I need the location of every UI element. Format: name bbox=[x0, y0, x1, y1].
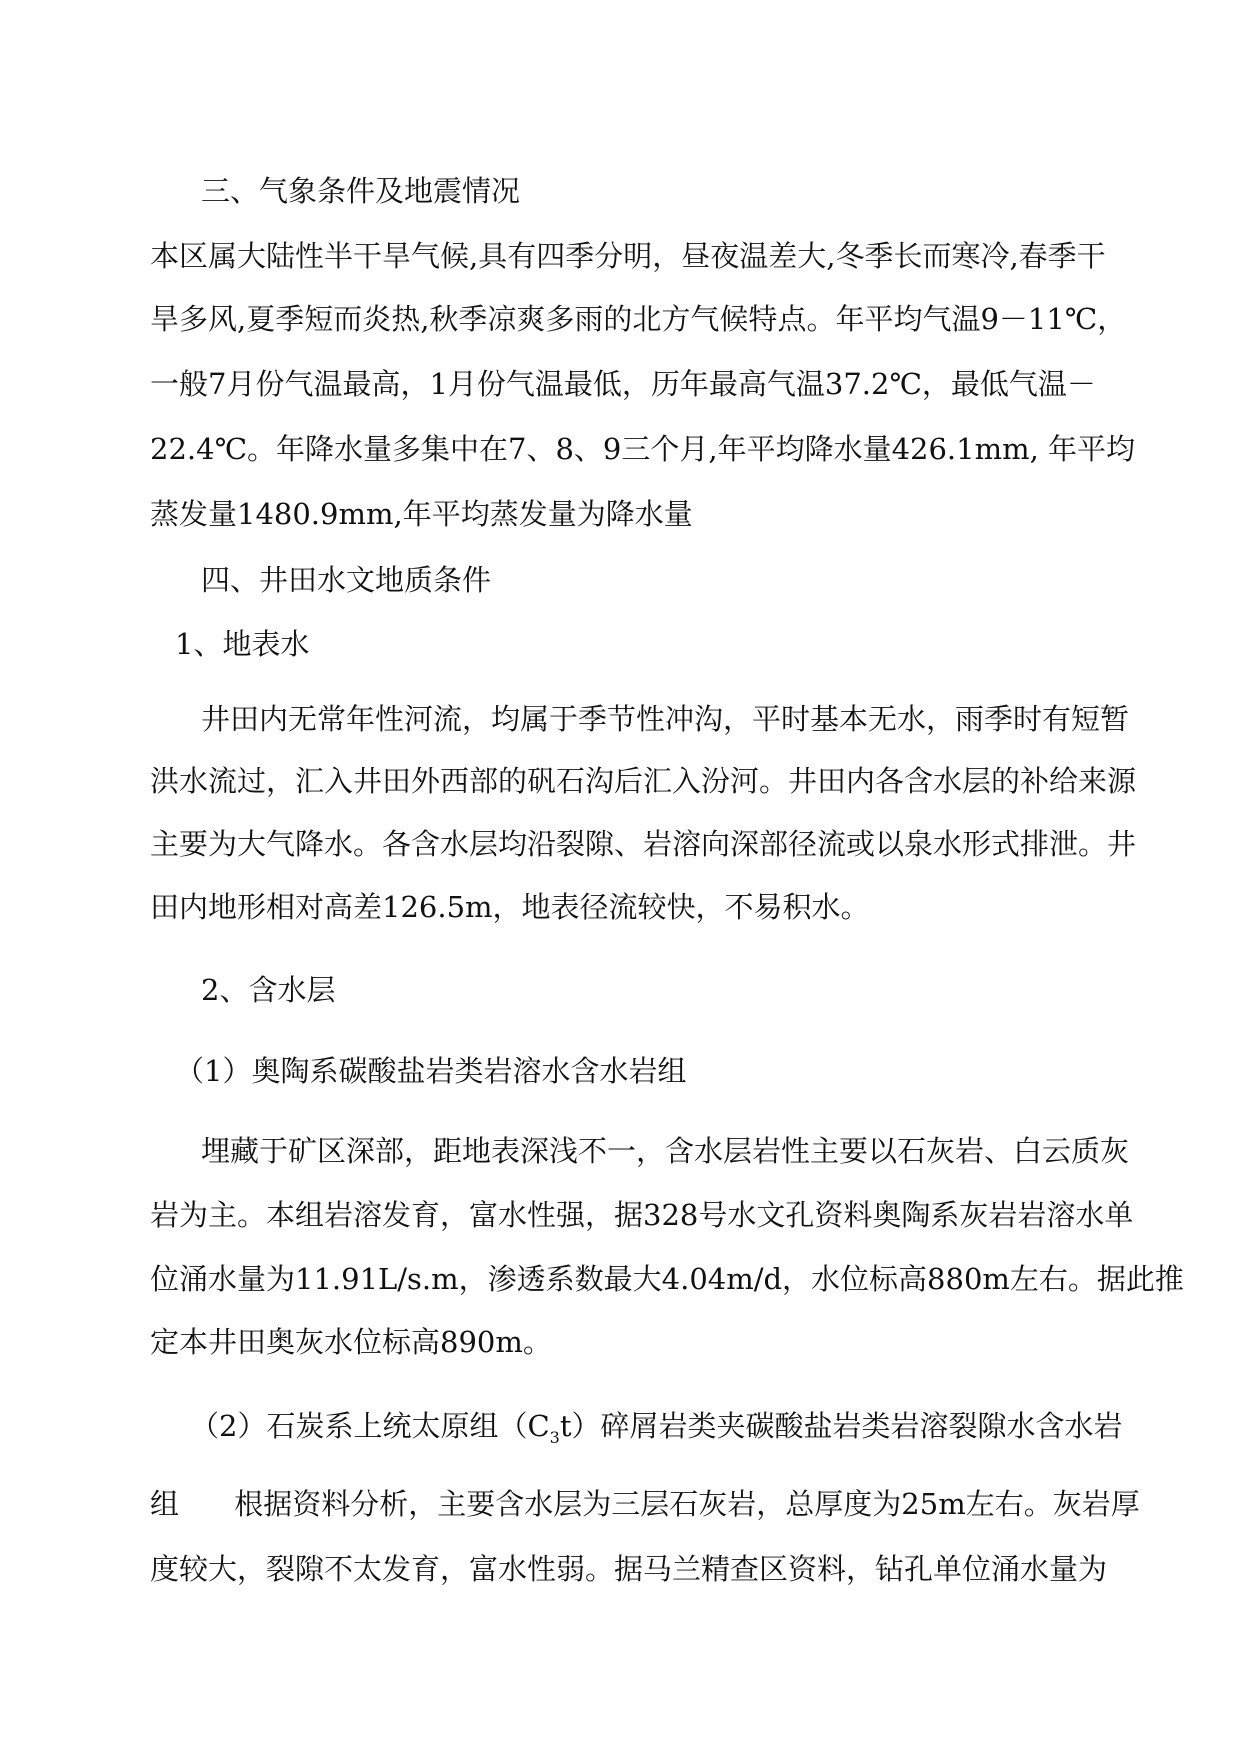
section-3-heading: 三、气象条件及地震情况 bbox=[201, 174, 521, 208]
surface-water-line-3: 主要为大气降水。各含水层均沿裂隙、岩溶向深部径流或以泉水形式排泄。井 bbox=[150, 827, 1137, 861]
aquifer-item-2-heading-subscript: 3 bbox=[549, 1427, 560, 1447]
aquifer-item-1-line-1: 埋藏于矿区深部，距地表深浅不一，含水层岩性主要以石灰岩、白云质灰 bbox=[201, 1134, 1130, 1168]
aquifer-item-2-line-2: 度较大，裂隙不太发育，富水性弱。据马兰精查区资料，钻孔单位涌水量为 bbox=[150, 1552, 1108, 1586]
subsection-1-heading: 1、地表水 bbox=[175, 627, 310, 661]
section-3-line-2: 旱多风,夏季短而炎热,秋季凉爽多雨的北方气候特点。年平均气温9－11℃， bbox=[150, 302, 1127, 336]
section-4-heading: 四、井田水文地质条件 bbox=[201, 563, 492, 597]
aquifer-item-1-heading: （1）奥陶系碳酸盐岩类岩溶水含水岩组 bbox=[175, 1054, 687, 1088]
aquifer-item-2-heading-pre: （2）石炭系上统太原组（C bbox=[190, 1409, 550, 1443]
section-3-line-4: 22.4℃。年降水量多集中在7、8、9三个月,年平均降水量426.1mm, 年平均 bbox=[150, 432, 1136, 466]
aquifer-item-2-line-1: 组 根据资料分析，主要含水层为三层石灰岩，总厚度为25m左右。灰岩厚 bbox=[150, 1487, 1140, 1521]
aquifer-item-1-line-3: 位涌水量为11.91L/s.m，渗透系数最大4.04m/d，水位标高880m左右。据此推 bbox=[150, 1262, 1184, 1296]
surface-water-line-2: 洪水流过，汇入井田外西部的矾石沟后汇入汾河。井田内各含水层的补给来源 bbox=[150, 764, 1137, 798]
surface-water-line-1: 井田内无常年性河流，均属于季节性冲沟，平时基本无水，雨季时有短暂 bbox=[201, 702, 1130, 736]
aquifer-item-1-line-2: 岩为主。本组岩溶发育，富水性强，据328号水文孔资料奥陶系灰岩岩溶水单 bbox=[150, 1198, 1134, 1232]
section-3-line-1: 本区属大陆性半干旱气候,具有四季分明，昼夜温差大,冬季长而寒冷,春季干 bbox=[150, 239, 1106, 273]
surface-water-line-4: 田内地形相对高差126.5m，地表径流较快，不易积水。 bbox=[150, 890, 870, 924]
aquifer-item-2-heading-post: t）碎屑岩类夹碳酸盐岩类岩溶裂隙水含水岩 bbox=[559, 1409, 1123, 1443]
section-3-line-3: 一般7月份气温最高，1月份气温最低，历年最高气温37.2℃，最低气温－ bbox=[150, 367, 1096, 401]
aquifer-item-1-line-4: 定本井田奥灰水位标高890m。 bbox=[150, 1325, 552, 1359]
subsection-2-heading: 2、含水层 bbox=[201, 973, 336, 1007]
aquifer-item-2-heading bbox=[190, 1409, 1123, 1447]
section-3-line-5: 蒸发量1480.9mm,年平均蒸发量为降水量 bbox=[150, 497, 693, 531]
